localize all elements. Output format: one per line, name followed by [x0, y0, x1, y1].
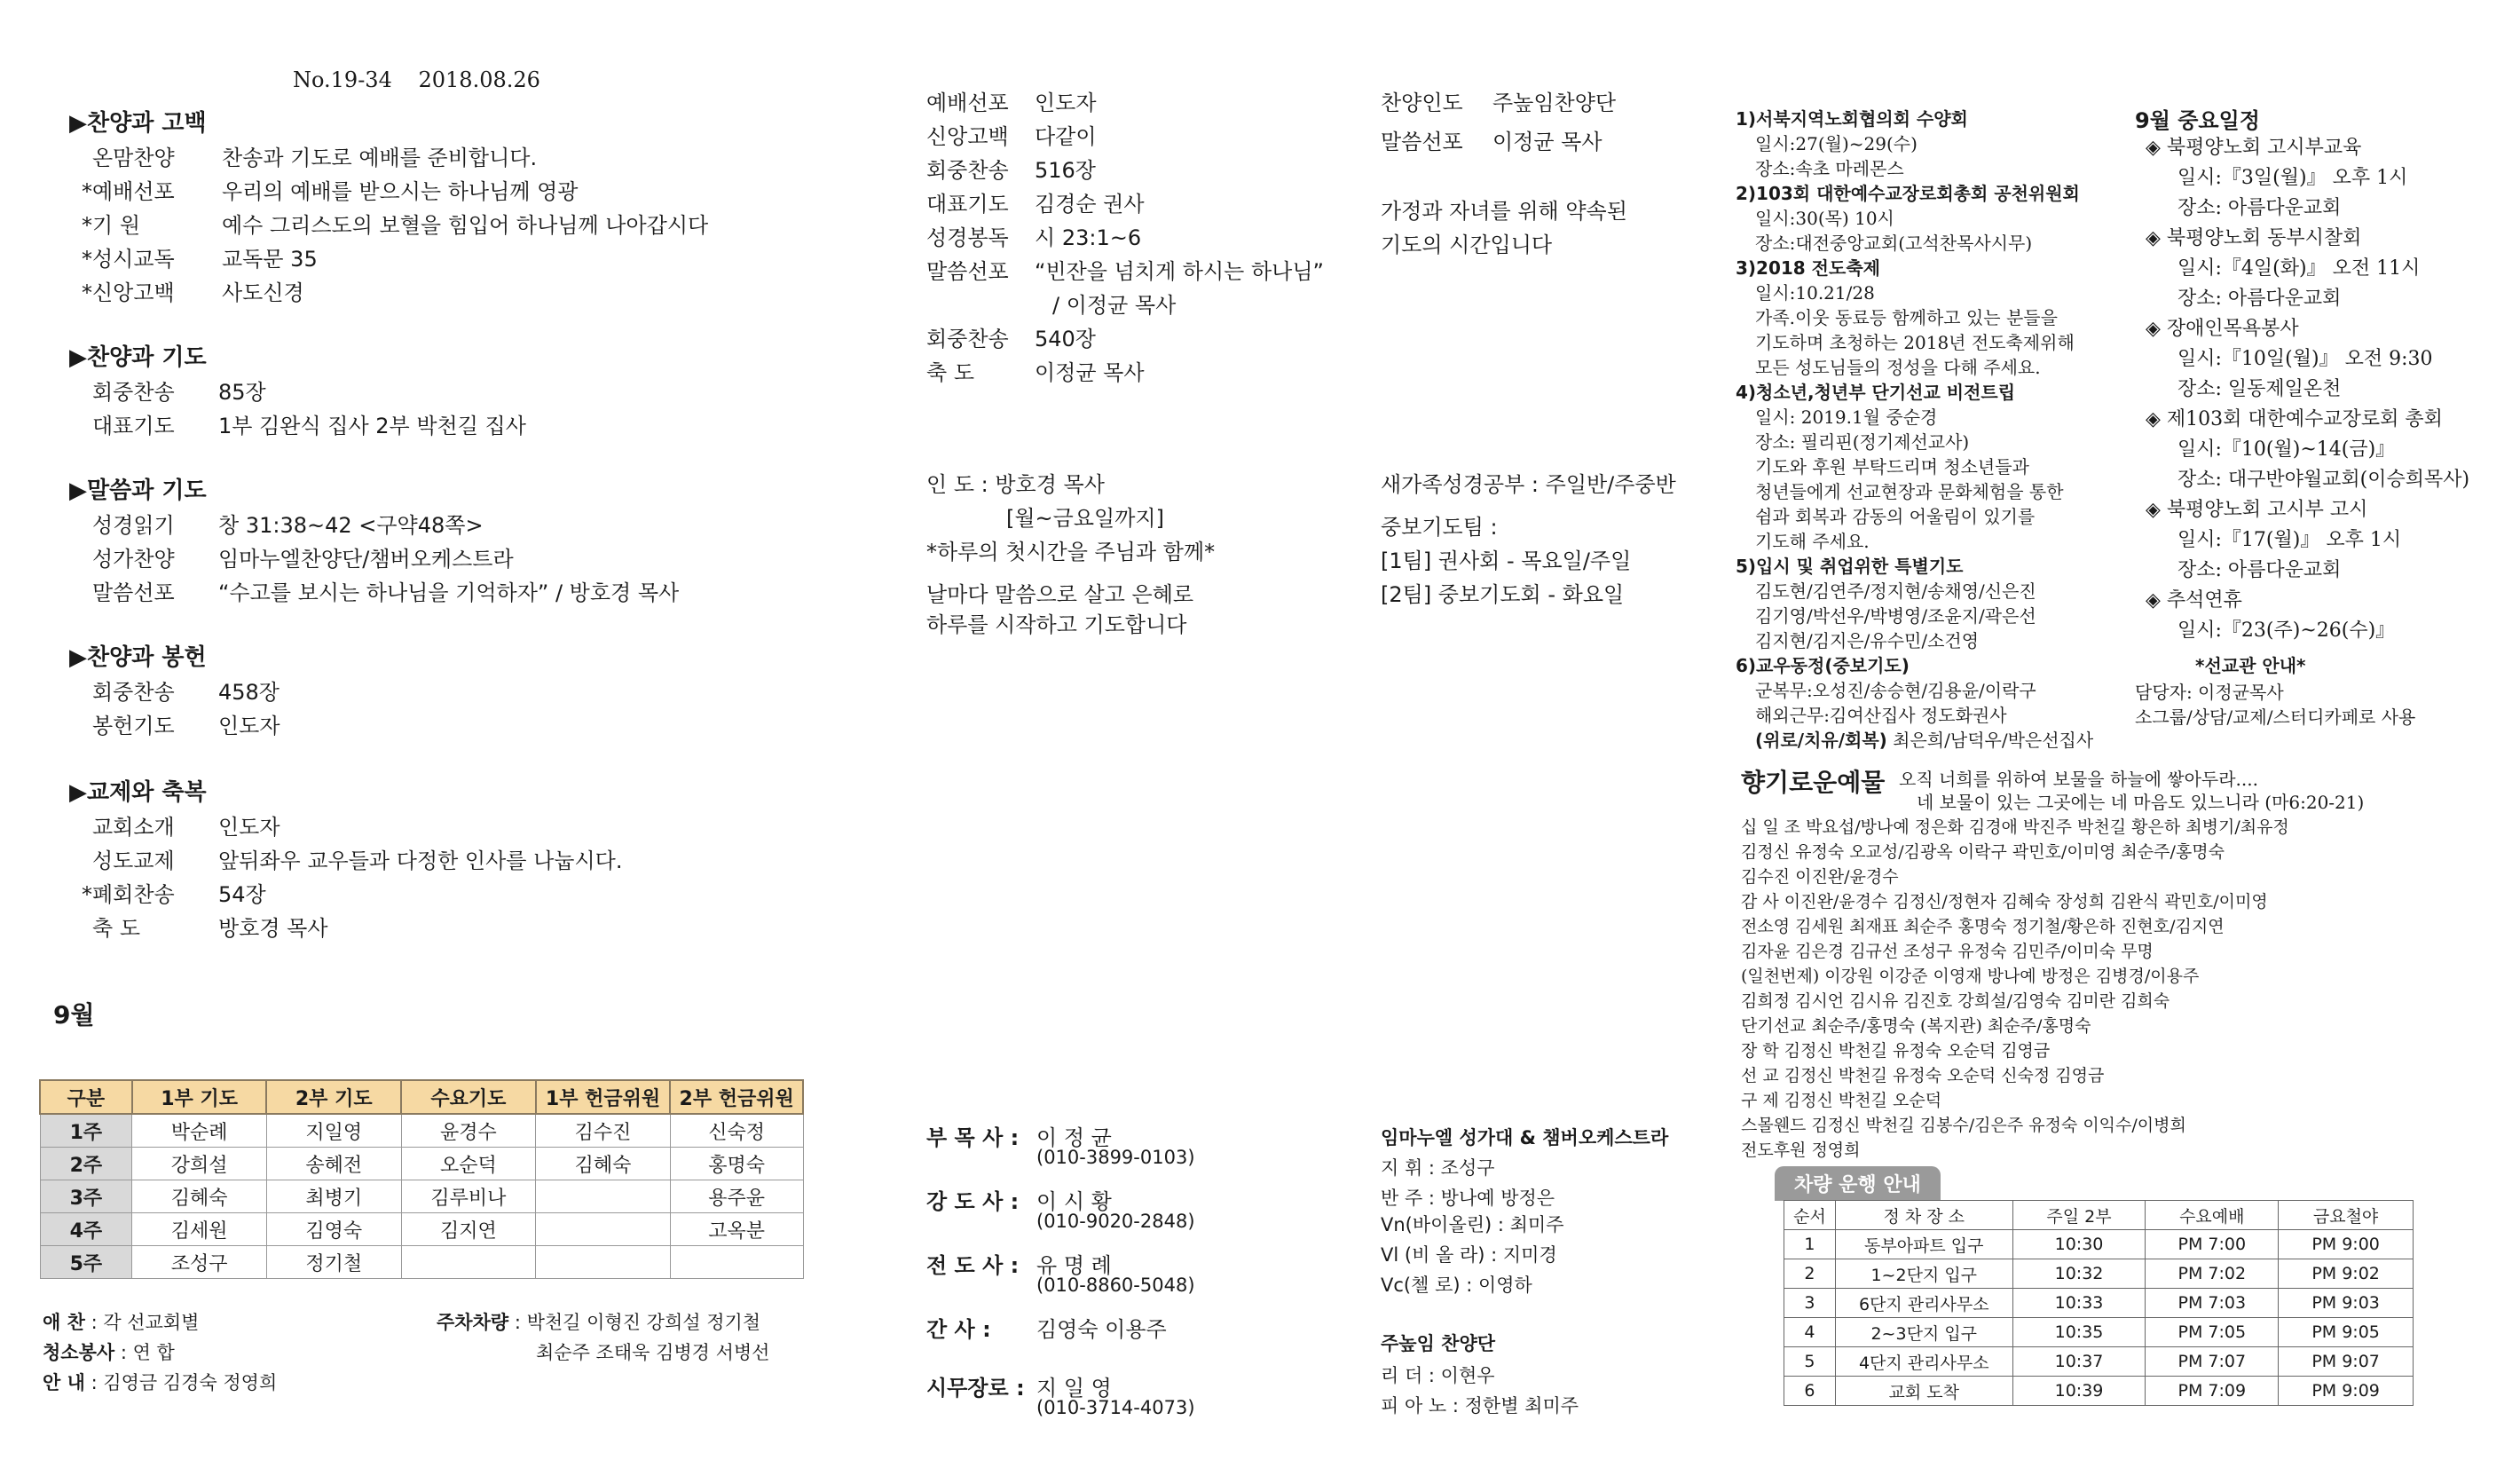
order-label: 교회소개	[92, 815, 175, 840]
duty-value: : 연 합	[120, 1342, 175, 1363]
announcement-line: 기도해 주세요.	[1755, 531, 1870, 552]
table-cell: 10:39	[2012, 1377, 2146, 1406]
bus-schedule-title: 차량 운행 안내	[1775, 1166, 1941, 1201]
table-row	[40, 1246, 803, 1279]
order-label: 회중찬송	[92, 380, 175, 405]
schedule-when: 일시:『10일(월)』 오전 9:30	[2177, 348, 2433, 370]
table-cell: 10:33	[2012, 1289, 2146, 1318]
parking-line	[437, 1308, 760, 1335]
prayer-team-item: [2팀] 중보기도회 - 화요일	[1381, 582, 1625, 607]
table-cell: 1~2단지 입구	[1835, 1259, 2012, 1289]
schedule-item: ◈ 북평양노회 고시부 고시	[2146, 499, 2368, 521]
table-cell: 박순례	[132, 1114, 267, 1148]
order-value: 예수 그리스도의 보혈을 힘입어 하나님께 나아갑시다	[222, 213, 709, 238]
order-value: 주높임찬양단	[1492, 91, 1617, 115]
week-cell: 1주	[40, 1114, 132, 1148]
table-cell: 4	[1784, 1318, 1836, 1347]
duty-value: : 김영금 김경숙 정영희	[91, 1372, 278, 1393]
column-header: 2부 헌금위원	[670, 1080, 803, 1114]
schedule-where: 장소: 아름다운교회	[2177, 288, 2342, 310]
staff-name: 이 시 황	[1036, 1189, 1112, 1214]
announcement-list	[1736, 107, 2093, 753]
table-cell: 6단지 관리사무소	[1835, 1289, 2012, 1318]
table-cell: PM 9:05	[2279, 1318, 2414, 1347]
choir-member: Vl (비 올 라) : 지미경	[1381, 1244, 1557, 1266]
issue-date: 2018.08.26	[418, 67, 540, 92]
table-cell: 2	[1784, 1259, 1836, 1289]
column-header: 정 차 장 소	[1835, 1201, 2012, 1230]
table-cell: 김혜숙	[132, 1180, 267, 1213]
schedule-when: 일시:『4일(화)』 오전 11시	[2177, 257, 2421, 280]
table-cell: 정기철	[266, 1246, 401, 1279]
mission-house-line: 담당자: 이정균목사	[2135, 682, 2284, 703]
staff-label: 시무장로 :	[926, 1376, 1025, 1401]
table-cell: PM 7:02	[2146, 1259, 2279, 1289]
table-header-row	[40, 1080, 803, 1114]
schedule-when: 일시:『10(월)~14(금)』	[2177, 438, 2396, 461]
table-row	[40, 1180, 803, 1213]
table-cell: 동부아파트 입구	[1835, 1230, 2012, 1259]
offering-line: 단기선교 최순주/홍명숙 (복지관) 최순주/홍명숙	[1741, 1016, 2091, 1036]
offering-line: 전도후원 정영희	[1741, 1140, 1861, 1160]
order-value: 이정균 목사	[1492, 130, 1603, 154]
table-cell: 5	[1784, 1347, 1836, 1377]
recovery-names: 최은희/남덕우/박은선집사	[1893, 730, 2094, 751]
dawn-prayer-text: 날마다 말씀으로 살고 은혜로	[926, 582, 1194, 607]
prayer-team-item: [1팀] 권사회 - 목요일/주일	[1381, 549, 1632, 573]
table-cell: 6	[1784, 1377, 1836, 1406]
table-cell: 2~3단지 입구	[1835, 1318, 2012, 1347]
duty-value: : 각 선교회별	[91, 1312, 200, 1333]
order-label: 성도교제	[92, 848, 175, 873]
order-value: 1부 김완식 집사 2부 박천길 집사	[218, 414, 526, 438]
order-value: 인도자	[218, 815, 280, 840]
table-cell: PM 7:09	[2146, 1377, 2279, 1406]
announcement-line: 김지현/김지은/유수민/소건영	[1755, 630, 1980, 651]
order-value: 찬송과 기도로 예배를 준비합니다.	[222, 146, 538, 170]
table-cell	[536, 1246, 671, 1279]
announcement-line: 일시:10.21/28	[1755, 282, 1875, 304]
order-value: 인도자	[1035, 91, 1097, 115]
table-cell: 10:35	[2012, 1318, 2146, 1347]
announcement-line: 장소:대전중앙교회(고석찬목사시무)	[1755, 233, 2033, 254]
offering-line: 십 일 조 박요섭/방나예 정은화 김경애 박진주 박천길 황은하 최병기/최유정	[1741, 817, 2289, 837]
week-cell: 2주	[40, 1148, 132, 1180]
table-cell: 10:30	[2012, 1230, 2146, 1259]
table-row	[1784, 1230, 2414, 1259]
offering-line: 구 제 김정신 박천길 오순덕	[1741, 1091, 1942, 1110]
dawn-prayer-text: 하루를 시작하고 기도합니다	[926, 612, 1187, 637]
table-cell	[536, 1213, 671, 1246]
praise-team-title: 주높임 찬양단	[1381, 1333, 1496, 1354]
table-cell: PM 7:00	[2146, 1230, 2279, 1259]
bible-study-line: 새가족성경공부 : 주일반/주중반	[1381, 472, 1676, 497]
duty-line	[43, 1308, 199, 1335]
order-label: 축 도	[926, 360, 974, 385]
bulletin-header	[293, 67, 540, 92]
table-cell: PM 9:03	[2279, 1289, 2414, 1318]
announcement-line: 일시:30(목) 10시	[1755, 208, 1894, 229]
choir-member: Vn(바이올린) : 최미주	[1381, 1214, 1564, 1235]
table-cell: 지일영	[266, 1114, 401, 1148]
table-cell: 10:37	[2012, 1347, 2146, 1377]
offering-verse: 네 보물이 있는 그곳에는 네 마음도 있느니라 (마6:20-21)	[1917, 792, 2365, 813]
staff-label: 강 도 사 :	[926, 1189, 1020, 1214]
order-label: *성시교독	[82, 247, 175, 272]
announcement-line: 김기영/박선우/박병영/조윤지/곽은선	[1755, 605, 2036, 627]
order-value: 김경순 권사	[1035, 192, 1145, 217]
announcement-line: 가족.이웃 동료등 함께하고 있는 분들을	[1755, 307, 2058, 328]
schedule-where: 장소: 일동제일온천	[2177, 378, 2342, 400]
announcement-line: 군복무:오성진/송승현/김용윤/이락구	[1755, 680, 2036, 701]
table-cell: PM 9:00	[2279, 1230, 2414, 1259]
duty-table	[39, 1079, 804, 1279]
choir-member: 반 주 : 방나예 방정은	[1381, 1188, 1555, 1209]
order-value: 앞뒤좌우 교우들과 다정한 인사를 나눕시다.	[218, 848, 623, 873]
duty-line	[43, 1338, 175, 1365]
order-value: 방호경 목사	[218, 916, 328, 941]
table-cell: PM 7:03	[2146, 1289, 2279, 1318]
announcement-line: 기도하며 초청하는 2018년 전도축제위해	[1755, 332, 2075, 353]
week-cell: 3주	[40, 1180, 132, 1213]
announcement-line: 청년들에게 선교현장과 문화체험을 통한	[1755, 481, 2064, 502]
column-header: 순서	[1784, 1201, 1836, 1230]
schedule-when: 일시:『23(주)~26(수)』	[2177, 620, 2396, 642]
order-value: 516장	[1035, 158, 1096, 183]
announcement-line: 김도현/김연주/정지현/송채영/신은진	[1755, 580, 2036, 602]
table-cell: 용주윤	[670, 1180, 803, 1213]
order-label: *폐회찬송	[82, 882, 175, 907]
staff-label: 전 도 사 :	[926, 1253, 1020, 1278]
table-cell: 김세원	[132, 1213, 267, 1246]
offering-line: 김자윤 김은경 김규선 조성구 유정숙 김민주/이미숙 무명	[1741, 942, 2154, 961]
offering-line: 전소영 김세원 최재표 최순주 홍명숙 정기철/황은하 진현호/김지연	[1741, 917, 2225, 936]
choir-member: 지 휘 : 조성구	[1381, 1157, 1495, 1179]
table-cell	[401, 1246, 536, 1279]
announcement-line: 장소:속초 마레몬스	[1755, 158, 1904, 179]
staff-label: 간 사 :	[926, 1317, 991, 1342]
order-label: 대표기도	[926, 192, 1009, 217]
dawn-prayer-motto: *하루의 첫시간을 주님과 함께*	[926, 540, 1216, 564]
staff-name: 김영숙 이용주	[1036, 1317, 1167, 1342]
bus-schedule-table	[1784, 1200, 2414, 1406]
order-label: *신앙고백	[82, 280, 175, 305]
schedule-item: ◈ 북평양노회 동부시찰회	[2146, 227, 2362, 249]
schedule-item: ◈ 장애인목욕봉사	[2146, 318, 2299, 340]
column-header: 1부 헌금위원	[536, 1080, 671, 1114]
announcement-line: 일시:27(월)~29(수)	[1755, 133, 1918, 154]
table-row	[40, 1114, 803, 1148]
offering-line: 선 교 김정신 박천길 유정숙 오순덕 신숙정 김영금	[1741, 1066, 2105, 1085]
order-label: 찬양인도	[1381, 91, 1463, 115]
week-cell: 5주	[40, 1246, 132, 1279]
announcement-heading: 2)103회 대한예수교장로회총회 공천위원회	[1736, 183, 2080, 204]
september-title: 9월	[53, 1000, 95, 1030]
order-value: “빈잔을 넘치게 하시는 하나님”	[1035, 259, 1324, 284]
offering-line: 김수진 이진완/윤경수	[1741, 867, 1899, 887]
staff-name: 유 명 례	[1036, 1253, 1112, 1278]
announcement-line: 쉼과 회복과 감동의 어울림이 있기를	[1755, 506, 2036, 527]
table-cell: 오순덕	[401, 1148, 536, 1180]
staff-phone: (010-8860-5048)	[1036, 1275, 1195, 1296]
announcement-heading: 6)교우동정(중보기도)	[1736, 655, 1910, 676]
schedule-item: ◈ 북평양노회 고시부교육	[2146, 137, 2362, 159]
column-header: 구분	[40, 1080, 132, 1114]
schedule-where: 장소: 대구반야월교회(이승희목사)	[2177, 469, 2470, 491]
order-value: 교독문 35	[222, 247, 318, 272]
issue-number: No.19-34	[293, 67, 392, 92]
praise-team-member: 리 더 : 이현우	[1381, 1365, 1495, 1386]
table-cell: 송혜전	[266, 1148, 401, 1180]
announcement-heading: 1)서북지역노회협의회 수양회	[1736, 108, 1968, 130]
order-label: 성가찬양	[92, 547, 175, 572]
offering-list	[1741, 815, 2289, 1163]
offering-title: 향기로운예물	[1741, 768, 1886, 797]
order-value: 540장	[1035, 327, 1096, 351]
prayer-team-heading: 중보기도팀 :	[1381, 515, 1498, 540]
table-cell: 4단지 관리사무소	[1835, 1347, 2012, 1377]
table-cell: 김지연	[401, 1213, 536, 1246]
order-value: 창 31:38~42 <구약48쪽>	[218, 513, 484, 538]
parking-value: : 박천길 이형진 강희설 정기철	[514, 1312, 761, 1333]
order-label: 성경봉독	[926, 225, 1009, 250]
offering-verse: 오직 너희를 위하여 보물을 하늘에 쌓아두라....	[1899, 769, 2258, 790]
schedule-where: 장소: 아름다운교회	[2177, 559, 2342, 581]
duty-label: 애 찬	[43, 1312, 85, 1333]
mission-house-line: 소그룹/상담/교제/스터디카페로 사용	[2135, 706, 2416, 728]
order-value: 임마누엘찬양단/챔버오케스트라	[218, 547, 514, 572]
table-cell	[536, 1180, 671, 1213]
offering-line: 김정신 유정숙 오교성/김광옥 이락구 곽민호/이미영 최순주/홍명숙	[1741, 842, 2225, 862]
table-header-row	[1784, 1201, 2414, 1230]
table-row	[1784, 1289, 2414, 1318]
table-row	[1784, 1259, 2414, 1289]
order-value: 이정균 목사	[1035, 360, 1145, 385]
section-title: ▶찬양과 기도	[69, 344, 207, 371]
dawn-prayer-leader: 인 도 : 방호경 목사	[926, 472, 1105, 497]
schedule-where: 장소: 아름다운교회	[2177, 197, 2342, 219]
column-header: 금요철야	[2279, 1201, 2414, 1230]
staff-phone: (010-3899-0103)	[1036, 1147, 1195, 1168]
table-cell: 교회 도착	[1835, 1377, 2012, 1406]
staff-phone: (010-9020-2848)	[1036, 1211, 1195, 1232]
announcement-line: 장소: 필리핀(정기제선교사)	[1755, 431, 1970, 453]
order-value: 인도자	[218, 714, 280, 738]
order-label: 축 도	[92, 916, 140, 941]
offering-line: 김희정 김시언 김시유 김진호 강희설/김영숙 김미란 김희숙	[1741, 991, 2170, 1011]
table-cell	[670, 1246, 803, 1279]
order-label: 말씀선포	[1381, 130, 1463, 154]
column-header: 수요예배	[2146, 1201, 2279, 1230]
column-header: 1부 기도	[132, 1080, 267, 1114]
order-value: 사도신경	[222, 280, 304, 305]
duty-label: 안 내	[43, 1372, 85, 1393]
week-cell: 4주	[40, 1213, 132, 1246]
section-title: ▶찬양과 봉헌	[69, 644, 207, 671]
table-row	[1784, 1347, 2414, 1377]
order-value: 우리의 예배를 받으시는 하나님께 영광	[222, 179, 579, 204]
recovery-label: (위로/치유/회복)	[1755, 730, 1887, 751]
announcement-line: 기도와 후원 부탁드리며 청소년들과	[1755, 456, 2029, 477]
order-label: 회중찬송	[92, 680, 175, 705]
duty-line	[43, 1369, 277, 1395]
schedule-item: ◈ 추석연휴	[2146, 589, 2242, 612]
table-cell: 김수진	[536, 1114, 671, 1148]
table-cell: PM 7:07	[2146, 1347, 2279, 1377]
order-label: *예배선포	[82, 179, 175, 204]
offering-line: (일천번제) 이강원 이강준 이영재 방나예 방정은 김병경/이용주	[1741, 967, 2200, 986]
order-label: 봉헌기도	[92, 714, 175, 738]
section-title: ▶교제와 축복	[69, 779, 207, 806]
table-cell: 고옥분	[670, 1213, 803, 1246]
order-label: 말씀선포	[92, 580, 175, 605]
table-cell: 3	[1784, 1289, 1836, 1318]
announcement-heading: 5)입시 및 취업위한 특별기도	[1736, 556, 1964, 577]
duty-label: 청소봉사	[43, 1342, 115, 1363]
schedule-title: 9월 중요일정	[2135, 108, 2260, 133]
table-cell: PM 9:09	[2279, 1377, 2414, 1406]
staff-name: 지 일 영	[1036, 1376, 1112, 1401]
announcement-line: 모든 성도님들의 정성을 다해 주세요.	[1755, 357, 2041, 378]
table-row	[1784, 1377, 2414, 1406]
schedule-when: 일시:『17(월)』 오후 1시	[2177, 529, 2402, 551]
family-prayer-text: 가정과 자녀를 위해 약속된	[1381, 199, 1627, 224]
order-value: 다같이	[1035, 124, 1097, 149]
schedule-when: 일시:『3일(월)』 오후 1시	[2177, 167, 2408, 189]
table-cell: 10:32	[2012, 1259, 2146, 1289]
offering-line: 장 학 김정신 박천길 유정숙 오순덕 김영금	[1741, 1041, 2051, 1061]
order-value: “수고를 보시는 하나님을 기억하자” / 방호경 목사	[218, 580, 680, 605]
order-value: / 이정균 목사	[1052, 293, 1177, 318]
parking-label: 주차차량	[437, 1312, 509, 1333]
praise-team-member: 피 아 노 : 정한별 최미주	[1381, 1395, 1579, 1417]
order-label: 온맘찬양	[92, 146, 175, 170]
mission-house-title: *선교관 안내*	[2195, 655, 2306, 676]
table-cell: 홍명숙	[670, 1148, 803, 1180]
table-cell: 윤경수	[401, 1114, 536, 1148]
section-title: ▶말씀과 기도	[69, 477, 207, 504]
order-label: 회중찬송	[926, 327, 1009, 351]
table-cell: 신숙정	[670, 1114, 803, 1148]
order-label: 신앙고백	[926, 124, 1009, 149]
column-header: 주일 2부	[2012, 1201, 2146, 1230]
table-cell: 김혜숙	[536, 1148, 671, 1180]
order-value: 54장	[218, 882, 266, 907]
family-prayer-text: 기도의 시간입니다	[1381, 233, 1553, 257]
order-label: 회중찬송	[926, 158, 1009, 183]
dawn-prayer-days: [월~금요일까지]	[1006, 506, 1164, 531]
table-cell: PM 9:07	[2279, 1347, 2414, 1377]
table-cell: 김루비나	[401, 1180, 536, 1213]
order-label: 말씀선포	[926, 259, 1009, 284]
staff-name: 이 정 균	[1036, 1125, 1112, 1150]
announcement-heading: 4)청소년,청년부 단기선교 비전트립	[1736, 382, 2016, 403]
choir-title: 임마누엘 성가대 & 챔버오케스트라	[1381, 1127, 1669, 1148]
table-cell: PM 7:05	[2146, 1318, 2279, 1347]
order-label: 대표기도	[92, 414, 175, 438]
schedule-item: ◈ 제103회 대한예수교장로회 총회	[2146, 408, 2443, 430]
order-label: 성경읽기	[92, 513, 175, 538]
table-cell: 조성구	[132, 1246, 267, 1279]
order-value: 85장	[218, 380, 266, 405]
table-cell: 김영숙	[266, 1213, 401, 1246]
column-header: 수요기도	[401, 1080, 536, 1114]
schedule-list	[2146, 133, 2469, 646]
table-cell: 최병기	[266, 1180, 401, 1213]
table-cell: 강희설	[132, 1148, 267, 1180]
table-cell: 1	[1784, 1230, 1836, 1259]
announcement-heading: 3)2018 전도축제	[1736, 257, 1880, 279]
table-cell: PM 9:02	[2279, 1259, 2414, 1289]
order-label: 예배선포	[926, 91, 1009, 115]
announcement-line: 일시: 2019.1월 중순경	[1755, 406, 1938, 428]
offering-line: 감 사 이진완/윤경수 김정신/정현자 김혜숙 장성희 김완식 곽민호/이미영	[1741, 892, 2268, 912]
order-label: *기 원	[82, 213, 140, 238]
announcement-line: 해외근무:김여산집사 정도화권사	[1755, 705, 2007, 726]
parking-line-2: 최순주 조태욱 김병경 서병선	[536, 1342, 770, 1363]
table-row	[40, 1148, 803, 1180]
column-header: 2부 기도	[266, 1080, 401, 1114]
staff-label: 부 목 사 :	[926, 1125, 1020, 1150]
order-value: 458장	[218, 680, 280, 705]
order-value: 시 23:1~6	[1035, 225, 1142, 250]
table-row	[40, 1213, 803, 1246]
section-title: ▶찬양과 고백	[69, 110, 207, 137]
staff-phone: (010-3714-4073)	[1036, 1397, 1195, 1418]
table-row	[1784, 1318, 2414, 1347]
choir-member: Vc(첼 로) : 이영하	[1381, 1275, 1532, 1296]
offering-line: 스몰웬드 김정신 박천길 김봉수/김은주 유정숙 이익수/이병희	[1741, 1116, 2186, 1135]
